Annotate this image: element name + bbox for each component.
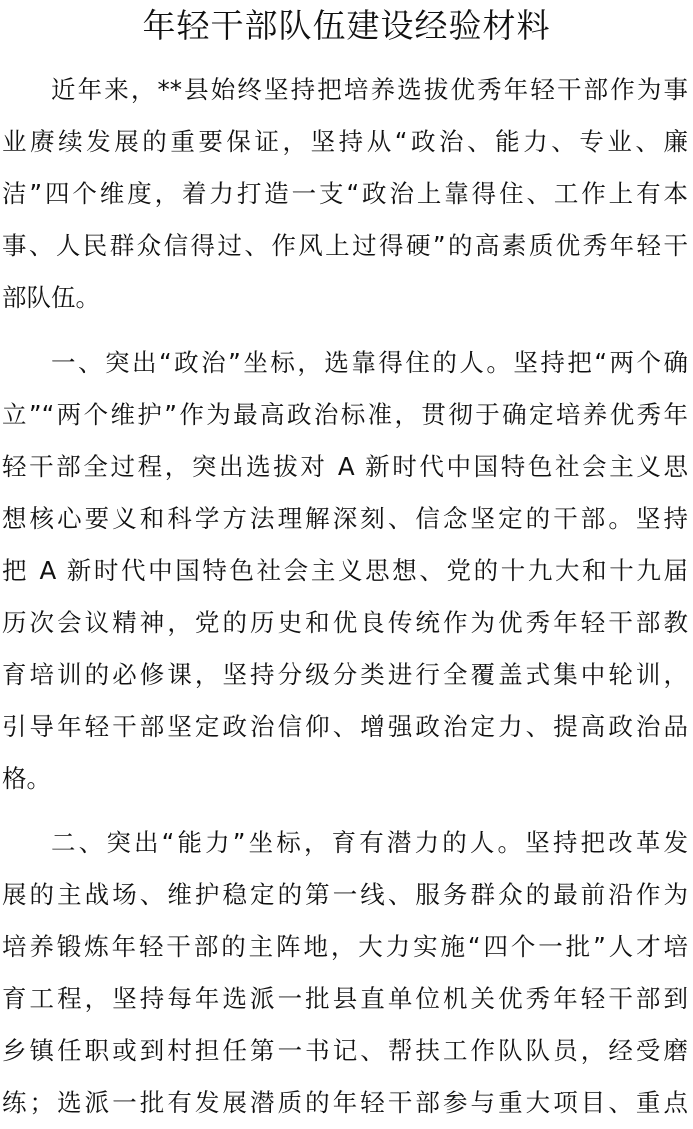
paragraph-line: 育培训的必修课，坚持分级分类进行全覆盖式集中轮训，: [2, 660, 688, 689]
paragraph-line: 育工程，坚持每年选派一批县直单位机关优秀年轻干部到: [2, 984, 688, 1013]
paragraph-line: 引导年轻干部坚定政治信仰、增强政治定力、提高政治品: [2, 712, 688, 741]
paragraph-line: 洁”四个维度，着力打造一支“政治上靠得住、工作上有本: [2, 179, 688, 208]
paragraph-line: 历次会议精神，党的历史和优良传统作为优秀年轻干部教: [2, 608, 688, 637]
paragraph-line: 轻干部全过程，突出选拔对 A 新时代中国特色社会主义思: [2, 452, 688, 481]
paragraph-intro: [2, 64, 688, 324]
document-title: 年轻干部队伍建设经验材料: [142, 6, 551, 45]
paragraph-line: 事、人民群众信得过、作风上过得硬”的高素质优秀年轻干: [2, 231, 688, 260]
paragraph-line: 近年来，**县始终坚持把培养选拔优秀年轻干部作为事: [51, 75, 688, 104]
paragraph-line: 业赓续发展的重要保证，坚持从“政治、能力、专业、廉: [2, 127, 688, 156]
paragraph-line: 一、突出“政治”坐标，选靠得住的人。坚持把“两个确: [51, 348, 688, 377]
paragraph-politics: [2, 337, 688, 805]
paragraph-line: 展的主战场、维护稳定的第一线、服务群众的最前沿作为: [2, 880, 688, 909]
paragraph-line: 部队伍。: [2, 283, 100, 312]
paragraph-line: 乡镇任职或到村担任第一书记、帮扶工作队队员，经受磨: [2, 1036, 688, 1065]
paragraph-ability: [2, 817, 688, 1129]
paragraph-line: 培养锻炼年轻干部的主阵地，大力实施“四个一批”人才培: [2, 932, 688, 961]
paragraph-line: 格。: [2, 764, 51, 793]
paragraph-line: 练；选派一批有发展潜质的年轻干部参与重大项目、重点: [2, 1088, 688, 1117]
paragraph-line: 把 A 新时代中国特色社会主义思想、党的十九大和十九届: [2, 556, 688, 585]
paragraph-line: 立”“两个维护”作为最高政治标准，贯彻于确定培养优秀年: [2, 400, 688, 429]
paragraph-line: 想核心要义和科学方法理解深刻、信念坚定的干部。坚持: [2, 504, 688, 533]
paragraph-line: 二、突出“能力”坐标，育有潜力的人。坚持把改革发: [51, 828, 688, 857]
